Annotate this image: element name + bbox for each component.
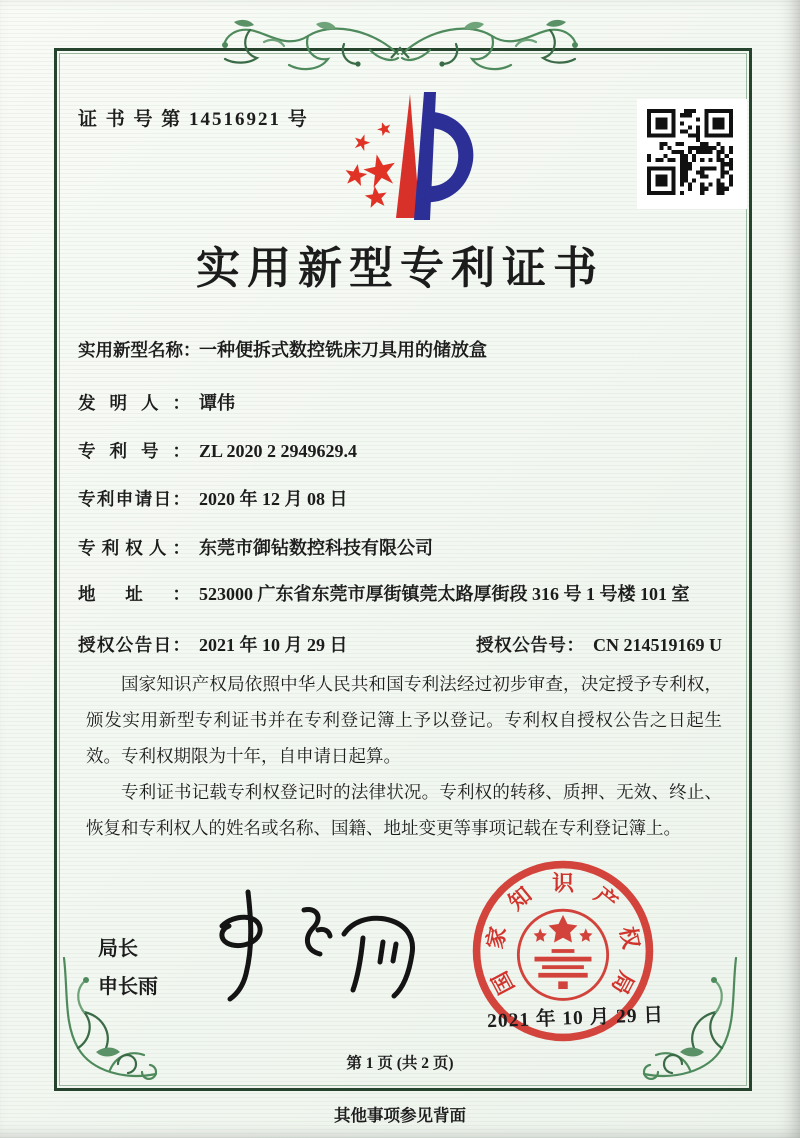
svg-text:国: 国 bbox=[487, 967, 520, 998]
legal-text bbox=[86, 666, 722, 846]
seal-date: 2021 年 10 月 29 日 bbox=[486, 1004, 665, 1033]
field-label: 发明人： bbox=[78, 393, 190, 413]
legal-paragraph-1: 国家知识产权局依照中华人民共和国专利法经过初步审查，决定授予专利权，颁发实用新型专利证书并在专利登记簿上予以登记。专利权自授权公告之日起生效。专利权期限为十年，自申请日起算。 bbox=[86, 674, 722, 766]
cnipa-patent-logo bbox=[318, 90, 478, 232]
signer-name: 申长雨 bbox=[98, 976, 158, 998]
top-dragon-ornament bbox=[220, 12, 580, 84]
field-value: 2020 年 12 月 08 日 bbox=[199, 489, 348, 509]
field-value: 谭伟 bbox=[199, 393, 235, 413]
grant-date-value: 2021 年 10 月 29 日 bbox=[199, 635, 348, 655]
svg-text:权: 权 bbox=[615, 924, 644, 951]
grant-number-group bbox=[476, 631, 722, 660]
field-value: 523000 广东省东莞市厚街镇莞太路厚街段 316 号 1 号楼 101 室 bbox=[199, 584, 690, 604]
qr-code bbox=[637, 99, 747, 209]
svg-text:产: 产 bbox=[589, 882, 622, 916]
signer-title: 局长 bbox=[98, 938, 138, 960]
svg-text:家: 家 bbox=[482, 924, 511, 951]
field-label: 授权公告号： bbox=[476, 635, 584, 655]
certificate-title: 实用新型专利证书 bbox=[196, 244, 604, 293]
svg-text:知: 知 bbox=[504, 882, 537, 916]
field-row-address bbox=[78, 580, 727, 609]
field-label: 地址： bbox=[78, 584, 190, 604]
field-label: 专利号： bbox=[78, 441, 190, 461]
certificate-number: 证 书 号 第 14516921 号 bbox=[78, 109, 309, 130]
signer-block bbox=[98, 930, 158, 1006]
grant-number-value: CN 214519169 U bbox=[593, 635, 722, 655]
field-row-patentee bbox=[78, 534, 433, 563]
field-row-application-date bbox=[78, 485, 348, 514]
svg-text:识: 识 bbox=[552, 871, 574, 896]
field-value: 东莞市御钻数控科技有限公司 bbox=[199, 538, 433, 558]
field-label: 专利申请日： bbox=[78, 489, 190, 509]
field-row-inventor bbox=[78, 389, 235, 418]
page-number: 第 1 页 (共 2 页) bbox=[346, 1055, 454, 1072]
field-row-utility-model-name bbox=[78, 336, 487, 365]
field-value: ZL 2020 2 2949629.4 bbox=[199, 441, 358, 461]
field-label: 授权公告日： bbox=[78, 635, 190, 655]
field-label: 专利权人： bbox=[78, 538, 190, 558]
field-value: 一种便拆式数控铣床刀具用的储放盒 bbox=[199, 340, 487, 360]
field-row-patent-number bbox=[78, 437, 357, 466]
back-side-note: 其他事项参见背面 bbox=[334, 1106, 466, 1125]
legal-paragraph-2: 专利证书记载专利权登记时的法律状况。专利权的转移、质押、无效、终止、恢复和专利权人的姓名或名称、国籍、地址变更等事项记载在专利登记簿上。 bbox=[86, 782, 722, 838]
field-label: 实用新型名称： bbox=[78, 340, 201, 360]
handwritten-signature bbox=[196, 884, 421, 1009]
svg-text:局: 局 bbox=[606, 967, 639, 998]
field-row-grant bbox=[78, 631, 748, 660]
